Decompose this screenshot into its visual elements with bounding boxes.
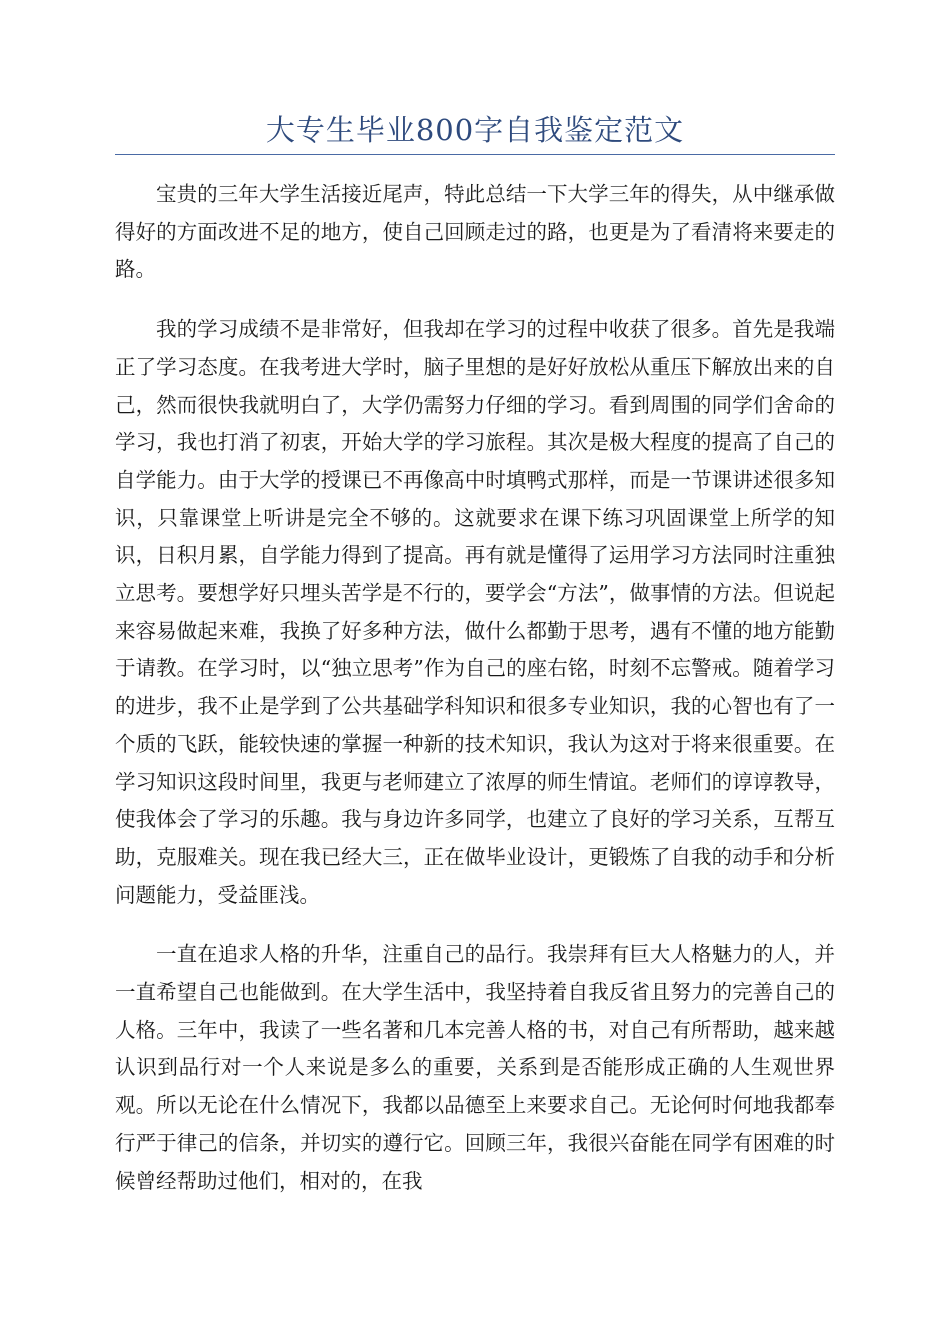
title-underline <box>115 154 835 155</box>
paragraph-study: 我的学习成绩不是非常好，但我却在学习的过程中收获了很多。首先是我端正了学习态度。在我考进大学时，脑子里想的是好好放松从重压下解放出来的自己，然而很快我就明白了，大学仍需努力仔细的学习。看到周围的同学们舍命的学习，我也打消了初衷，开始大学的学习旅程。其次是极大程度的提高了自己的自学能力。由于大学的授课已不再像高中时填鸭式那样，而是一节课讲述很多知识，只靠课堂上听讲是完全不够的。这就要求在课下练习巩固课堂上所学的知识，日积月累，自学能力得到了提高。再有就是懂得了运用学习方法同时注重独立思考。要想学好只埋头苦学是不行的，要学会“方法”，做事情的方法。但说起来容易做起来难，我换了好多种方法，做什么都勤于思考，遇有不懂的地方能勤于请教。在学习时，以“独立思考”作为自己的座右铭，时刻不忘警戒。随着学习的进步，我不止是学到了公共基础学科知识和很多专业知识，我的心智也有了一个质的飞跃，能较快速的掌握一种新的技术知识，我认为这对于将来很重要。在学习知识这段时间里，我更与老师建立了浓厚的师生情谊。老师们的谆谆教导，使我体会了学习的乐趣。我与身边许多同学，也建立了良好的学习关系，互帮互助，克服难关。现在我已经大三，正在做毕业设计，更锻炼了自我的动手和分析问题能力，受益匪浅。 <box>115 317 835 907</box>
document-title: 大专生毕业800字自我鉴定范文 <box>265 113 685 147</box>
document-body <box>115 176 835 1222</box>
paragraph-character: 一直在追求人格的升华，注重自己的品行。我崇拜有巨大人格魅力的人，并一直希望自己也能做到。在大学生活中，我坚持着自我反省且努力的完善自己的人格。三年中，我读了一些名著和几本完善人格的书，对自己有所帮助，越来越认识到品行对一个人来说是多么的重要，关系到是否能形成正确的人生观世界观。所以无论在什么情况下，我都以品德至上来要求自己。无论何时何地我都奉行严于律己的信条，并切实的遵行它。回顾三年，我很兴奋能在同学有困难的时候曾经帮助过他们，相对的，在我 <box>115 942 835 1193</box>
paragraph-intro: 宝贵的三年大学生活接近尾声，特此总结一下大学三年的得失，从中继承做得好的方面改进不足的地方，使自己回顾走过的路，也更是为了看清将来要走的路。 <box>115 182 835 282</box>
